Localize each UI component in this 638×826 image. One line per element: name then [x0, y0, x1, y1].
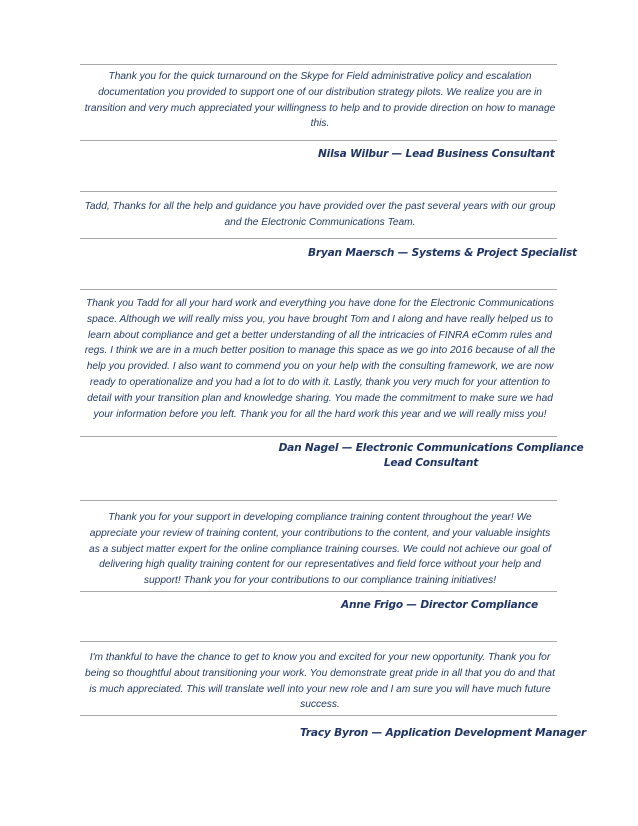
testimonial-quote-2: Tadd, Thanks for all the help and guidance you have provided over the past several years with our group and the Electronic Communications Team.	[84, 201, 556, 228]
divider-top-3	[80, 289, 557, 290]
divider-top-5	[80, 641, 557, 642]
testimonial-quote-3: Thank you Tadd for all your hard work and everything you have done for the Electronic Communications space. Although we will really miss you, you have brought Tom and I along and have really helped us to learn about compliance and get a better understanding of all the intricacies of FINRA eComm rules and regs. I think we are in a much better position to manage this space as we go into 2016 because of all the help you provided. I also want to commend you on your help with the consulting framework, we are now ready to operationalize and you had a lot to do with it. Lastly, thank you very much for your attention to detail with your transition plan and knowledge sharing. You made the commitment to make sure we had your information before you left. Thank you for all the hard work this year and we will really miss you!	[84, 298, 556, 420]
divider-bottom-4	[80, 591, 557, 592]
divider-bottom-5	[80, 715, 557, 716]
testimonial-signature-5: Tracy Byron — Application Development Manager	[300, 727, 587, 739]
testimonial-quote-1: Thank you for the quick turnaround on the Skype for Field administrative policy and escalation documentation you provided to support one of our distribution strategy pilots. We realize you are in transition and very much appreciated your willingness to help and to provide direction on how to manage this.	[84, 71, 556, 130]
divider-bottom-2	[80, 238, 557, 239]
testimonial-signature-1: Nilsa Wilbur — Lead Business Consultant	[318, 148, 555, 160]
testimonial-signature-4: Anne Frigo — Director Compliance	[341, 599, 538, 611]
divider-top-2	[80, 191, 557, 192]
divider-top-4	[80, 500, 557, 501]
testimonial-quote-5: I'm thankful to have the chance to get to know you and excited for your new opportunity. Thank you for being so thoughtful about transitioning your work. You demonstrate great pride in all that you do and that is much appreciated. This will translate well into your new role and I am sure you will have much future success.	[85, 652, 555, 711]
divider-bottom-3	[80, 436, 557, 437]
testimonial-signature-3: Dan Nagel — Electronic Communications Compliance Lead Consultant	[278, 442, 584, 469]
divider-top-1	[80, 64, 557, 65]
testimonial-quote-4: Thank you for your support in developing compliance training content throughout the year! We appreciate your review of training content, your contributions to the content, and your valuable insights as a subject matter expert for the online compliance training courses. We could not achieve our goal of delivering high quality training content for our representatives and field force without your help and support! Thank you for your contributions to our compliance training initiatives!	[89, 512, 551, 587]
divider-bottom-1	[80, 140, 557, 141]
testimonial-signature-2: Bryan Maersch — Systems & Project Specialist	[308, 247, 577, 259]
